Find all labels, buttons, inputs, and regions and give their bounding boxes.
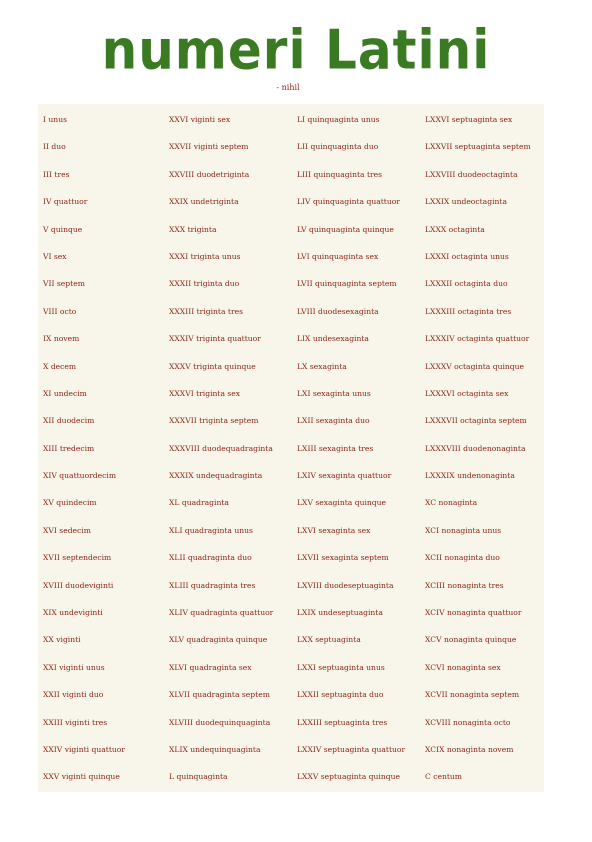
number-entry: LXIV sexaginta quattuor: [297, 471, 392, 481]
number-entry: XXVI viginti sex: [169, 115, 231, 124]
number-entry: XC nonaginta: [425, 498, 478, 508]
number-entry: LXVIII duodeseptuaginta: [297, 580, 394, 590]
number-entry: XIX undeviginti: [43, 608, 103, 618]
number-entry: LXXII septuaginta duo: [297, 690, 384, 700]
number-entry: LVI quinquaginta sex: [297, 251, 379, 261]
number-entry: XLVI quadraginta sex: [169, 662, 252, 672]
number-entry: XXV viginti quinque: [43, 772, 120, 782]
number-entry: II duo: [43, 142, 66, 152]
number-entry: LXIX undeseptuaginta: [297, 608, 383, 618]
number-entry: XXVII viginti septem: [169, 142, 249, 152]
number-entry: LXXVII septuaginta septem: [425, 142, 531, 152]
number-entry: XVI sedecim: [43, 525, 91, 535]
number-entry: XVII septendecim: [43, 553, 112, 563]
number-entry: LVIII duodesexaginta: [297, 306, 379, 316]
number-entry: VI sex: [43, 251, 67, 261]
number-entry: XXXVI triginta sex: [169, 388, 241, 398]
number-entry: VII septem: [43, 279, 85, 289]
number-entry: IX novem: [43, 334, 80, 344]
number-entry: LXXI septuaginta unus: [297, 662, 385, 672]
number-entry: LXX septuaginta: [297, 635, 361, 645]
number-entry: XCV nonaginta quinque: [425, 635, 517, 645]
number-entry: LXXXI octaginta unus: [425, 251, 509, 261]
number-entry: IV quattuor: [43, 197, 88, 207]
number-entry: LX sexaginta: [297, 361, 347, 371]
number-entry: LXXVI septuaginta sex: [425, 115, 513, 124]
numbers-panel: [38, 104, 544, 792]
number-entry: LXXXVII octaginta septem: [425, 416, 527, 426]
number-entry: LIII quinquaginta tres: [297, 169, 383, 179]
number-entry: XLIII quadraginta tres: [169, 580, 256, 590]
number-entry: LXII sexaginta duo: [297, 416, 370, 426]
number-entry: LXXIX undeoctaginta: [425, 197, 507, 207]
number-entry: LXXX octaginta: [425, 224, 485, 234]
number-entry: X decem: [43, 361, 77, 371]
number-entry: XXXI triginta unus: [169, 251, 241, 261]
number-entry: XVIII duodeviginti: [43, 580, 114, 590]
number-entry: XXIII viginti tres: [43, 717, 108, 727]
number-entry: XCIX nonaginta novem: [425, 744, 514, 754]
number-entry: XLII quadraginta duo: [169, 553, 252, 563]
number-entry: LVII quinquaginta septem: [297, 279, 397, 289]
number-entry: V quinque: [43, 224, 83, 234]
number-entry: XX viginti: [43, 635, 81, 645]
number-entry: LXIII sexaginta tres: [297, 443, 374, 453]
number-entry: LXVI sexaginta sex: [297, 525, 371, 535]
number-entry: XLIV quadraginta quattuor: [169, 608, 274, 618]
number-entry: LXXXVIII duodenonaginta: [425, 443, 526, 453]
number-entry: III tres: [43, 169, 70, 179]
number-entry: I unus: [43, 115, 67, 124]
number-entry: LXXIV septuaginta quattuor: [297, 744, 406, 754]
number-entry: LXXIII septuaginta tres: [297, 717, 388, 727]
number-entry: LXI sexaginta unus: [297, 388, 371, 398]
page-subtitle: - nihil: [276, 83, 300, 92]
number-entry: XCIV nonaginta quattuor: [425, 608, 522, 618]
number-entry: LXXXIX undenonaginta: [425, 471, 515, 481]
number-entry: XI undecim: [43, 388, 87, 398]
number-entry: XXXII triginta duo: [169, 279, 240, 289]
number-entry: LXV sexaginta quinque: [297, 498, 387, 508]
number-entry: XXXV triginta quinque: [169, 361, 256, 371]
number-entry: XCII nonaginta duo: [425, 553, 500, 563]
number-entry: XII duodecim: [43, 416, 95, 426]
number-entry: XCI nonaginta unus: [425, 525, 502, 535]
number-entry: XCVI nonaginta sex: [425, 662, 501, 672]
number-entry: XXVIII duodetriginta: [169, 169, 250, 179]
number-entry: XXIX undetriginta: [169, 197, 239, 207]
number-entry: LIV quinquaginta quattuor: [297, 197, 400, 207]
number-entry: LXXVIII duodeoctaginta: [425, 169, 518, 179]
number-entry: XCVII nonaginta septem: [425, 690, 520, 700]
number-entry: LI quinquaginta unus: [297, 115, 380, 124]
number-entry: XXXIV triginta quattuor: [169, 334, 261, 344]
numbers-grid: [38, 106, 544, 791]
number-entry: LXXV septuaginta quinque: [297, 772, 400, 782]
number-entry: XXI viginti unus: [43, 662, 105, 672]
number-entry: LXXXV octaginta quinque: [425, 361, 525, 371]
page-title: numeri Latini: [101, 18, 491, 82]
number-entry: LXXXIV octaginta quattuor: [425, 334, 530, 344]
number-entry: XXXIII triginta tres: [169, 306, 243, 316]
number-entry: XXII viginti duo: [43, 690, 104, 700]
number-entry: XCIII nonaginta tres: [425, 580, 504, 590]
number-entry: XLVIII duodequinquaginta: [169, 717, 271, 727]
number-entry: LXXXII octaginta duo: [425, 279, 508, 289]
number-entry: XIV quattuordecim: [43, 471, 117, 481]
number-entry: LIX undesexaginta: [297, 334, 369, 344]
number-entry: LXXXVI octaginta sex: [425, 388, 509, 398]
number-entry: VIII octo: [43, 306, 77, 316]
number-entry: XCVIII nonaginta octo: [425, 717, 511, 727]
number-entry: XXXVII triginta septem: [169, 416, 259, 426]
number-entry: L quinquaginta: [169, 772, 228, 782]
number-entry: XL quadraginta: [169, 498, 229, 508]
number-entry: LXXXIII octaginta tres: [425, 306, 512, 316]
number-entry: XV quindecim: [43, 498, 97, 508]
number-entry: LXVII sexaginta septem: [297, 553, 389, 563]
number-entry: LII quinquaginta duo: [297, 142, 379, 152]
number-entry: XIII tredecim: [43, 443, 95, 453]
number-entry: XXXVIII duodequadraginta: [169, 443, 273, 453]
number-entry: XXXIX undequadraginta: [169, 471, 263, 481]
number-entry: XXX triginta: [169, 224, 217, 234]
number-entry: LV quinquaginta quinque: [297, 224, 394, 234]
number-entry: XLVII quadraginta septem: [169, 690, 270, 700]
number-entry: XLIX undequinquaginta: [169, 744, 261, 754]
number-entry: XLI quadraginta unus: [169, 525, 253, 535]
number-entry: XXIV viginti quattuor: [43, 744, 125, 754]
number-entry: C centum: [425, 772, 463, 782]
number-entry: XLV quadraginta quinque: [169, 635, 268, 645]
